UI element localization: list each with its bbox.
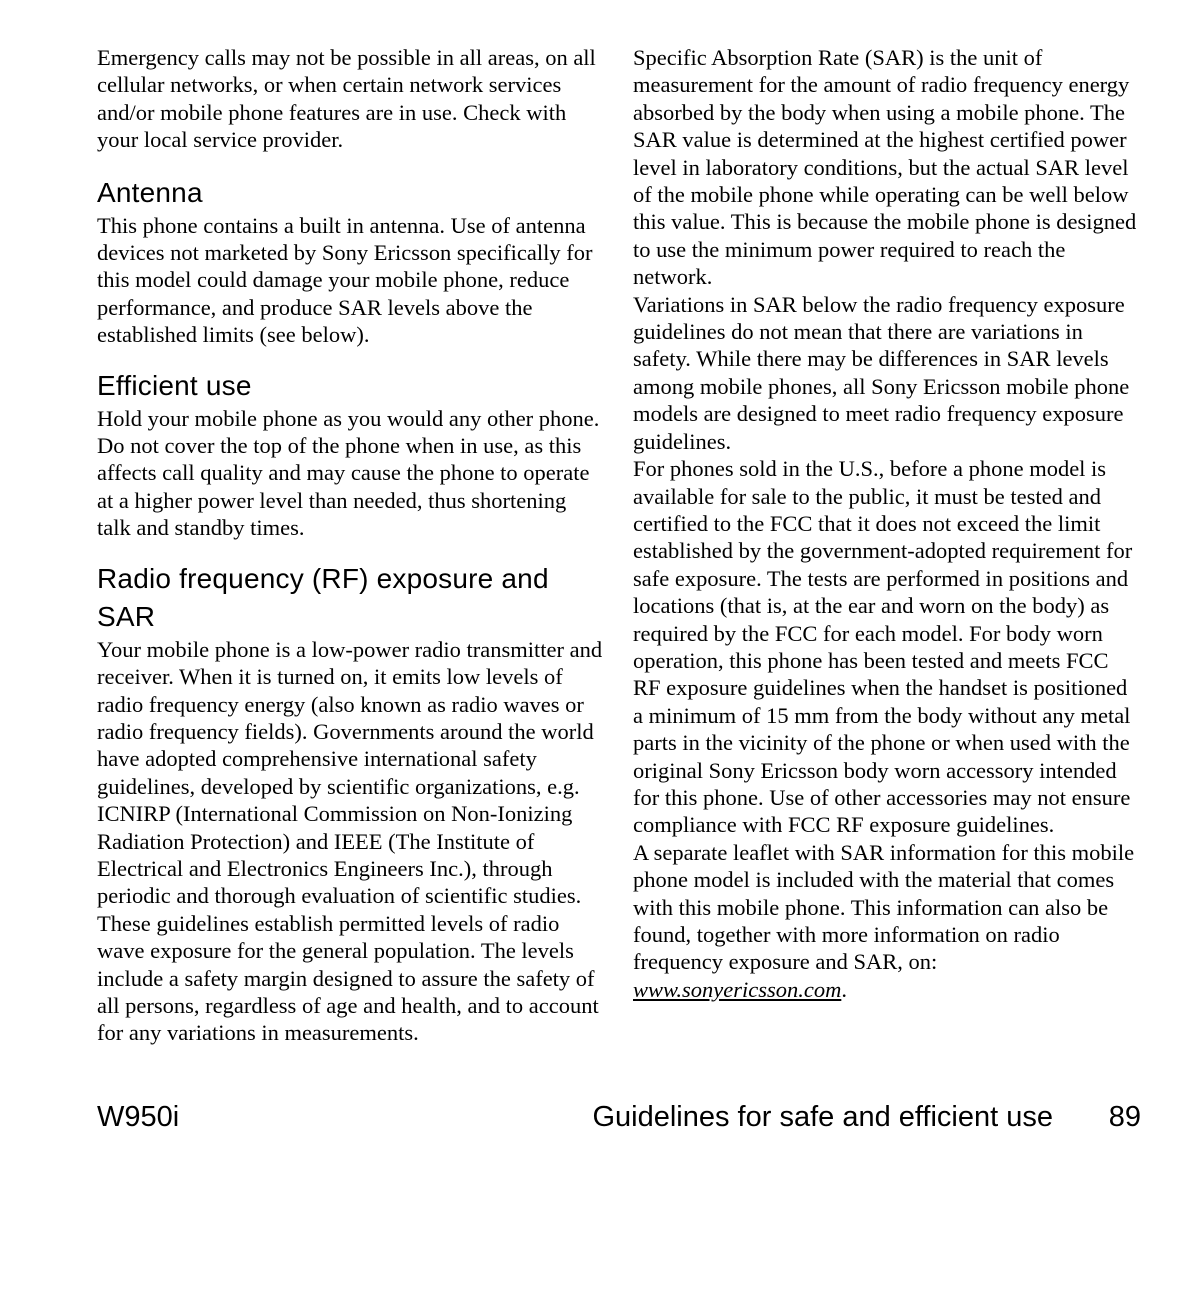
right-column (633, 44, 1141, 1003)
emergency-calls-paragraph: Emergency calls may not be possible in all areas, on all cellular networks, or when certain network services and/or mobile phone features are in use. Check with your local service provider. (97, 45, 596, 153)
leaflet-paragraph (633, 839, 1141, 1003)
leaflet-text: A separate leaflet with SAR information for this mobile phone model is included with the material that comes with this mobile phone. This information can also be found, together with more information on radio frequency exposure and SAR, on: (633, 839, 1135, 975)
efficient-use-heading: Efficient use (97, 369, 252, 401)
left-column (97, 44, 605, 1047)
rf-exposure-heading: Radio frequency (RF) exposure and SAR (97, 562, 549, 632)
antenna-heading: Antenna (97, 176, 203, 208)
sonyericsson-website-link[interactable]: www.sonyericsson.com (633, 976, 842, 1002)
sar-definition-paragraph: Specific Absorption Rate (SAR) is the unit of measurement for the amount of radio frequency energy absorbed by the body when using a mobile phone. The SAR value is determined at the highest certified power level in laboratory conditions, but the actual SAR level of the mobile phone while operating can be well below this value. This is because the mobile phone is designed to use the minimum power required to reach the network. (633, 45, 1137, 290)
efficient-use-paragraph: Hold your mobile phone as you would any other phone. Do not cover the top of the phone when in use, as this affects call quality and may cause the phone to operate at a higher power level than needed, thus shortening talk and standby times. (97, 405, 600, 541)
sar-variations-paragraph: Variations in SAR below the radio frequency exposure guidelines do not mean that there are variations in safety. While there may be differences in SAR levels among mobile phones, all Sony Ericsson mobile phone models are designed to meet radio frequency exposure guidelines. (633, 291, 1130, 454)
footer-model-name: W950i (97, 1101, 180, 1133)
antenna-paragraph: This phone contains a built in antenna. Use of antenna devices not marketed by Sony Ericsson specifically for this model could damage your mobile phone, reduce performance, and produce SAR levels above the established limits (see below). (97, 212, 593, 348)
page-footer (97, 1097, 1141, 1137)
us-phones-paragraph: For phones sold in the U.S., before a phone model is available for sale to the public, it must be tested and certified to the FCC that it does not exceed the limit established by the government-adopted requirement for safe exposure. The tests are performed in positions and locations (that is, at the ear and worn on the body) as required by the FCC for each model. For body worn operation, this phone has been tested and meets FCC RF exposure guidelines when the handset is positioned a minimum of 15 mm from the body without any metal parts in the vicinity of the phone or when used with the original Sony Ericsson body worn accessory intended for this phone. Use of other accessories may not ensure compliance with FCC RF exposure guidelines. (633, 456, 1133, 838)
footer-section-title: Guidelines for safe and efficient use (592, 1101, 1053, 1133)
footer-page-number: 89 (1108, 1101, 1141, 1133)
rf-exposure-paragraph: Your mobile phone is a low-power radio transmitter and receiver. When it is turned on, it emits low levels of radio frequency energy (also known as radio waves or radio frequency fields). Governments around the world have adopted comprehensive international safety guidelines, developed by scientific organizations, e.g. ICNIRP (International Commission on Non-Ionizing Radiation Protection) and IEEE (The Institute of Electrical and Electronics Engineers Inc.), through periodic and thorough evaluation of scientific studies. These guidelines establish permitted levels of radio wave exposure for the general population. The levels include a safety margin designed to assure the safety of all persons, regardless of age and health, and to account for any variations in measurements. (97, 636, 603, 1046)
link-period: . (841, 976, 847, 1002)
